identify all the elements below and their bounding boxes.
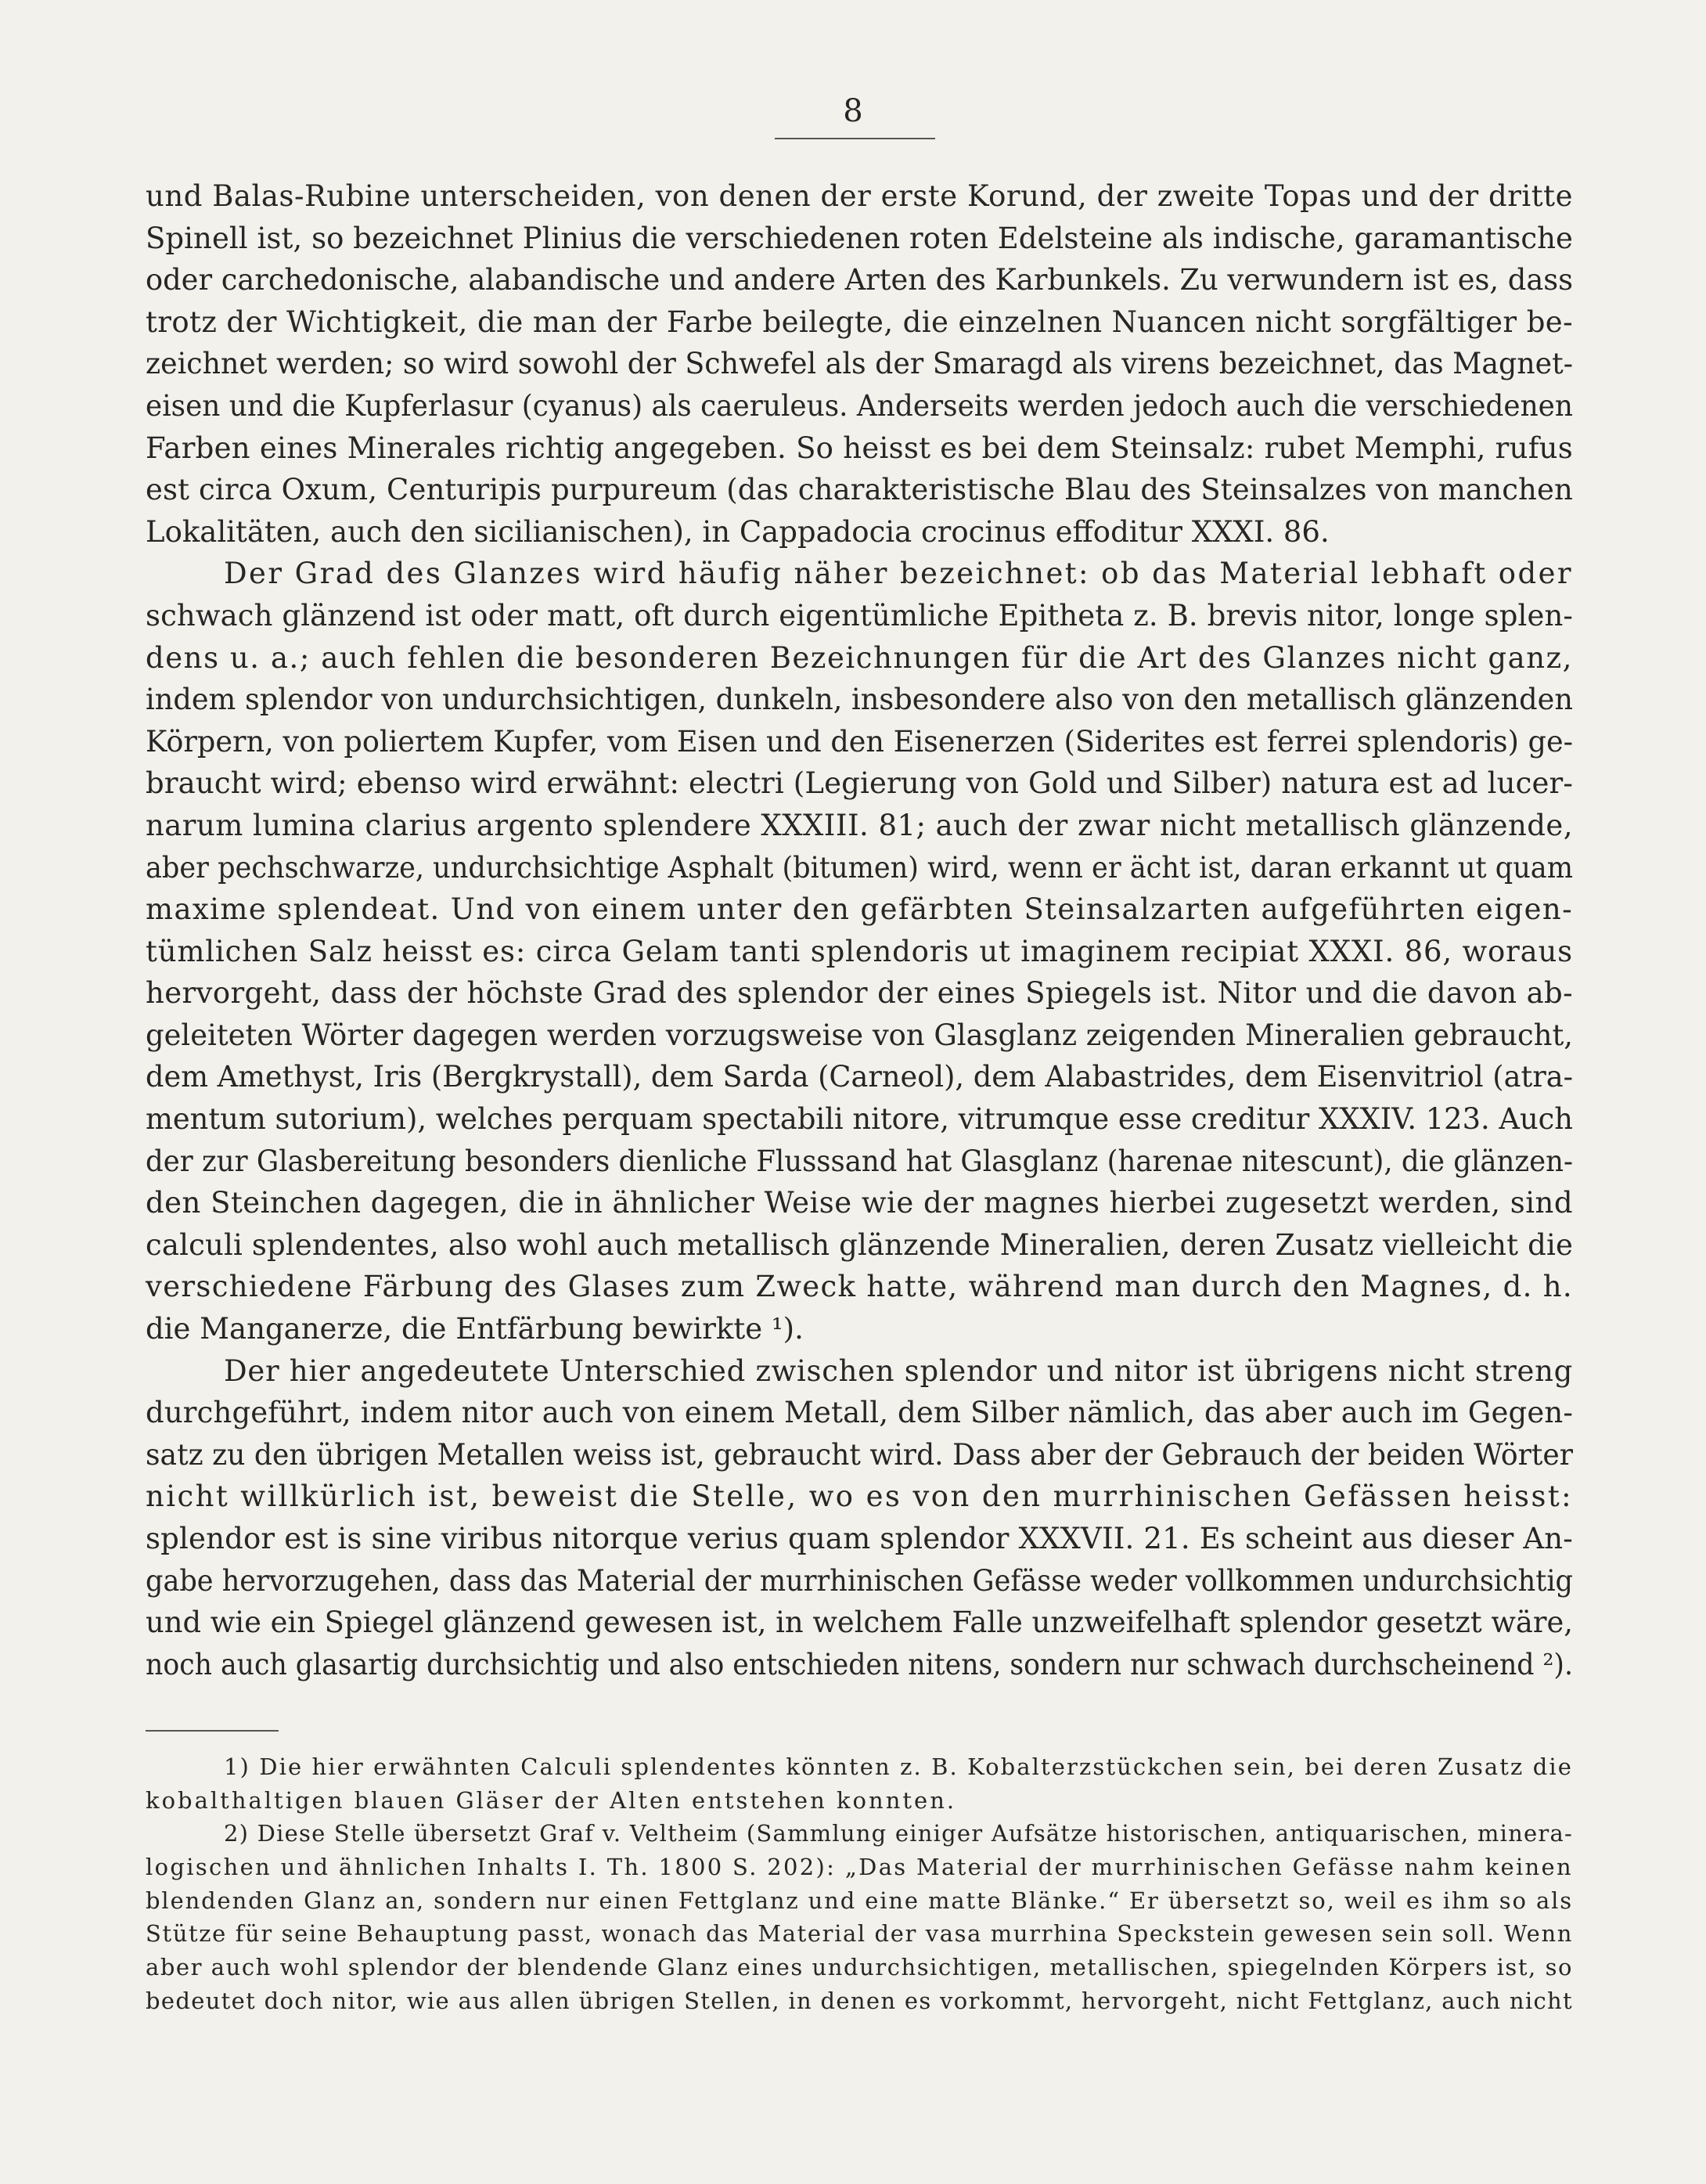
text-line: den Steinchen dagegen, die in ähnlicher Weise wie der magnes hierbei zugesetzt werden, sind <box>146 1186 1573 1220</box>
text-line: noch auch glasartig durchsichtig und also entschieden nitens, sondern nur schwach durchscheinend ²). <box>146 1647 1573 1681</box>
text-line: satz zu den übrigen Metallen weiss ist, gebraucht wird. Dass aber der Gebrauch der beiden Wörter <box>146 1437 1573 1472</box>
footnote-rule <box>146 1730 279 1732</box>
text-line: splendor est is sine viribus nitorque verius quam splendor XXXVII. 21. Es scheint aus dieser An- <box>146 1522 1573 1555</box>
text-line: durchgeführt, indem nitor auch von einem Metall, dem Silber nämlich, das aber auch im Gegen- <box>146 1396 1573 1430</box>
text-line: oder carchedonische, alabandische und andere Arten des Karbunkels. Zu verwundern ist es, dass <box>146 263 1573 297</box>
text-line: maxime splendeat. Und von einem unter den gefärbten Steinsalzarten aufgeführten eigen- <box>146 892 1573 927</box>
text-line: calculi splendentes, also wohl auch metallisch glänzende Mineralien, deren Zusatz vielleicht die <box>146 1227 1573 1262</box>
text-line: trotz der Wichtigkeit, die man der Farbe beilegte, die einzelnen Nuancen nicht sorgfältiger be- <box>146 305 1573 339</box>
footnote-line: 2) Diese Stelle übersetzt Graf v. Veltheim (Sammlung einiger Aufsätze historischen, antiquarischen, minera- <box>224 1820 1573 1847</box>
text-line: indem splendor von undurchsichtigen, dunkeln, insbesondere also von den metallisch glänzenden <box>146 683 1573 717</box>
text-line: Körpern, von poliertem Kupfer, vom Eisen und den Eisenerzen (Siderites est ferrei splendoris) ge- <box>146 724 1573 759</box>
text-line: Farben eines Minerales richtig angegeben. So heisst es bei dem Steinsalz: rubet Memphi, rufus <box>146 431 1573 465</box>
header-rule <box>775 138 935 139</box>
text-line: mentum sutorium), welches perquam spectabili nitore, vitrumque esse creditur XXXIV. 123. Auch <box>146 1102 1573 1137</box>
footnotes <box>146 1750 1573 2018</box>
text-line: hervorgeht, dass der höchste Grad des splendor der eines Spiegels ist. Nitor und die davon ab- <box>146 976 1573 1011</box>
text-line: dem Amethyst, Iris (Bergkrystall), dem Sarda (Carneol), dem Alabastrides, dem Eisenvitriol (atra- <box>146 1060 1573 1094</box>
text-line: narum lumina clarius argento splendere XXXIII. 81; auch der zwar nicht metallisch glänzende, <box>146 808 1573 842</box>
footnote-line: kobalthaltigen blauen Gläser der Alten entstehen konnten. <box>146 1786 957 1814</box>
text-line: Spinell ist, so bezeichnet Plinius die verschiedenen roten Edelsteine als indische, garamantische <box>146 221 1573 255</box>
text-line: Der Grad des Glanzes wird häufig näher bezeichnet: ob das Material lebhaft oder <box>224 557 1573 591</box>
footnote-line: Stütze für seine Behauptung passt, wonach das Material der vasa murrhina Speckstein gewesen sein soll. Wenn <box>146 1920 1573 1948</box>
footnote-line: 1) Die hier erwähnten Calculi splendentes könnten z. B. Kobalterzstückchen sein, bei deren Zusatz die <box>224 1753 1573 1780</box>
text-line: und Balas-Rubine unterscheiden, von denen der erste Korund, der zweite Topas und der dritte <box>146 179 1573 213</box>
body-text <box>146 175 1573 1685</box>
footnote-line: logischen und ähnlichen Inhalts I. Th. 1800 S. 202): „Das Material der murrhinischen Gefässe nahm keinen <box>146 1854 1573 1881</box>
footnote-line: bedeutet doch nitor, wie aus allen übrigen Stellen, in denen es vorkommt, hervorgeht, nicht Fettglanz, auch nicht <box>146 1987 1573 2014</box>
footnote-line: blendenden Glanz an, sondern nur einen Fettglanz und eine matte Blänke.“ Er übersetzt so, weil es ihm so als <box>146 1887 1573 1914</box>
text-line: nicht willkürlich ist, beweist die Stelle, wo es von den murrhinischen Gefässen heisst: <box>146 1479 1573 1514</box>
text-line: schwach glänzend ist oder matt, oft durch eigentümliche Epitheta z. B. brevis nitor, longe splen- <box>146 598 1573 632</box>
text-line: aber pechschwarze, undurchsichtige Asphalt (bitumen) wird, wenn er ächt ist, daran erkannt ut quam <box>146 850 1573 885</box>
text-line: est circa Oxum, Centuripis purpureum (das charakteristische Blau des Steinsalzes von manchen <box>146 473 1573 507</box>
page-number: 8 <box>843 93 863 129</box>
text-line: der zur Glasbereitung besonders dienliche Flusssand hat Glasglanz (harenae nitescunt), die glänzen- <box>146 1144 1573 1178</box>
text-line: gabe hervorzugehen, dass das Material der murrhinischen Gefässe weder vollkommen undurchsichtig <box>146 1563 1573 1598</box>
text-line: Der hier angedeutete Unterschied zwischen splendor und nitor ist übrigens nicht streng <box>224 1353 1573 1388</box>
text-line: und wie ein Spiegel glänzend gewesen ist, in welchem Falle unzweifelhaft splendor gesetzt wäre, <box>146 1606 1573 1640</box>
text-line: dens u. a.; auch fehlen die besonderen Bezeichnungen für die Art des Glanzes nicht ganz, <box>146 640 1573 675</box>
text-line: zeichnet werden; so wird sowohl der Schwefel als der Smaragd als virens bezeichnet, das Magnet- <box>146 347 1573 381</box>
text-line: verschiedene Färbung des Glases zum Zweck hatte, während man durch den Magnes, d. h. <box>146 1270 1573 1304</box>
text-line: tümlichen Salz heisst es: circa Gelam tanti splendoris ut imaginem recipiat XXXI. 86, woraus <box>146 934 1573 968</box>
text-line: die Manganerze, die Entfärbung bewirkte ¹). <box>146 1312 804 1346</box>
text-line: Lokalitäten, auch den sicilianischen), in Cappadocia crocinus effoditur XXXI. 86. <box>146 514 1330 549</box>
text-line: geleiteten Wörter dagegen werden vorzugsweise von Glasglanz zeigenden Mineralien gebraucht, <box>146 1018 1573 1052</box>
text-line: eisen und die Kupferlasur (cyanus) als caeruleus. Anderseits werden jedoch auch die verschiedenen <box>146 388 1573 423</box>
text-line: braucht wird; ebenso wird erwähnt: electri (Legierung von Gold und Silber) natura est ad lucer- <box>146 766 1573 801</box>
footnote-line: aber auch wohl splendor der blendende Glanz eines undurchsichtigen, metallischen, spiegelnden Körpers ist, so <box>146 1954 1573 1981</box>
